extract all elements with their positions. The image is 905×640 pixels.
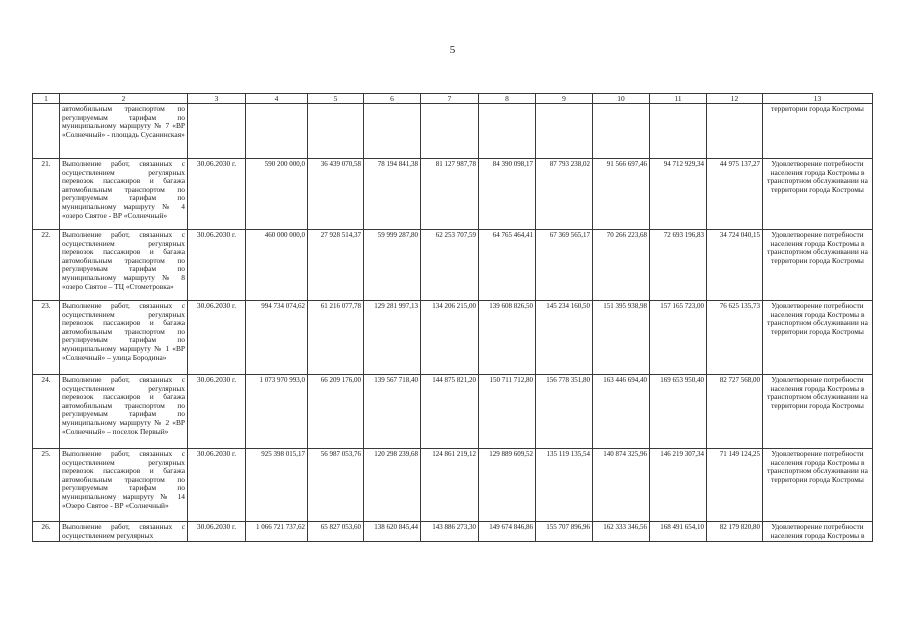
table-row bbox=[33, 375, 873, 449]
amount-cell: 139 608 826,50 bbox=[479, 301, 536, 375]
amount-cell: 94 712 929,34 bbox=[650, 159, 707, 230]
column-number-header: 10 bbox=[593, 94, 650, 104]
row-number-cell bbox=[33, 104, 60, 159]
row-number-cell: 22. bbox=[33, 230, 60, 301]
amount-cell: 70 266 223,68 bbox=[593, 230, 650, 301]
amount-cell: 84 390 098,17 bbox=[479, 159, 536, 230]
amount-cell: 120 298 239,68 bbox=[364, 449, 421, 522]
description-cell: Выполнение работ, связанных с осуществлением регулярных перевозок пассажиров и багажа автомобильным транспортом по регулируемым тарифам по муниципальному маршруту № 14 «Озеро Святое - ВР «Солнечный» bbox=[60, 449, 188, 522]
date-cell: 30.06.2030 г. bbox=[188, 301, 246, 375]
table-row bbox=[33, 230, 873, 301]
programs-table bbox=[32, 93, 873, 542]
amount-cell bbox=[479, 104, 536, 159]
amount-cell: 138 620 845,44 bbox=[364, 522, 421, 542]
purpose-cell: Удовлетворение потребности населения города Костромы в bbox=[763, 522, 873, 542]
purpose-cell: Удовлетворение потребности населения города Костромы в транспортном обслуживании на территории города Костромы bbox=[763, 375, 873, 449]
row-number-cell: 24. bbox=[33, 375, 60, 449]
amount-cell: 65 827 053,60 bbox=[308, 522, 364, 542]
amount-cell: 87 793 238,02 bbox=[536, 159, 593, 230]
description-cell: Выполнение работ, связанных с осуществлением регулярных перевозок пассажиров и багажа автомобильным транспортом по регулируемым тарифам по муниципальному маршруту № 2 «ВР «Солнечный» – поселок Первый» bbox=[60, 375, 188, 449]
amount-cell: 151 395 938,98 bbox=[593, 301, 650, 375]
description-cell: Выполнение работ, связанных с осуществлением регулярных перевозок пассажиров и багажа автомобильным транспортом по регулируемым тарифам по муниципальному маршруту № 4 «озеро Святое - ВР «Солнечный» bbox=[60, 159, 188, 230]
amount-cell: 994 734 074,62 bbox=[246, 301, 308, 375]
column-number-header: 9 bbox=[536, 94, 593, 104]
amount-cell: 76 625 135,73 bbox=[707, 301, 763, 375]
column-number-header: 1 bbox=[33, 94, 60, 104]
description-cell: Выполнение работ, связанных с осуществлением регулярных bbox=[60, 522, 188, 542]
amount-cell bbox=[421, 104, 479, 159]
amount-cell: 71 149 124,25 bbox=[707, 449, 763, 522]
amount-cell: 59 999 287,80 bbox=[364, 230, 421, 301]
amount-cell: 135 119 135,54 bbox=[536, 449, 593, 522]
amount-cell: 169 653 950,40 bbox=[650, 375, 707, 449]
amount-cell: 82 179 820,80 bbox=[707, 522, 763, 542]
date-cell: 30.06.2030 г. bbox=[188, 230, 246, 301]
amount-cell: 1 073 970 993,0 bbox=[246, 375, 308, 449]
amount-cell bbox=[364, 104, 421, 159]
amount-cell: 925 398 015,17 bbox=[246, 449, 308, 522]
amount-cell: 460 000 000,0 bbox=[246, 230, 308, 301]
amount-cell: 61 216 077,78 bbox=[308, 301, 364, 375]
header-row bbox=[33, 94, 873, 104]
date-cell: 30.06.2030 г. bbox=[188, 159, 246, 230]
column-number-header: 11 bbox=[650, 94, 707, 104]
amount-cell bbox=[650, 104, 707, 159]
amount-cell: 129 281 997,13 bbox=[364, 301, 421, 375]
amount-cell: 168 491 654,10 bbox=[650, 522, 707, 542]
amount-cell: 36 439 070,58 bbox=[308, 159, 364, 230]
column-number-header: 4 bbox=[246, 94, 308, 104]
column-number-header: 6 bbox=[364, 94, 421, 104]
column-number-header: 7 bbox=[421, 94, 479, 104]
date-cell bbox=[188, 104, 246, 159]
row-number-cell: 26. bbox=[33, 522, 60, 542]
amount-cell: 72 693 196,83 bbox=[650, 230, 707, 301]
purpose-cell: Удовлетворение потребности населения города Костромы в транспортном обслуживании на территории города Костромы bbox=[763, 449, 873, 522]
table-row bbox=[33, 159, 873, 230]
amount-cell bbox=[707, 104, 763, 159]
purpose-cell: Удовлетворение потребности населения города Костромы в транспортном обслуживании на территории города Костромы bbox=[763, 159, 873, 230]
amount-cell: 62 253 707,59 bbox=[421, 230, 479, 301]
row-number-cell: 21. bbox=[33, 159, 60, 230]
amount-cell bbox=[308, 104, 364, 159]
amount-cell: 156 778 351,80 bbox=[536, 375, 593, 449]
continuation-row bbox=[33, 104, 873, 159]
column-number-header: 13 bbox=[763, 94, 873, 104]
amount-cell: 144 875 821,20 bbox=[421, 375, 479, 449]
amount-cell: 78 194 841,38 bbox=[364, 159, 421, 230]
description-cell: Выполнение работ, связанных с осуществлением регулярных перевозок пассажиров и багажа автомобильным транспортом по регулируемым тарифам по муниципальному маршруту № 8 «озеро Святое – ТЦ «Стометровка» bbox=[60, 230, 188, 301]
table-row bbox=[33, 522, 873, 542]
amount-cell: 129 889 609,52 bbox=[479, 449, 536, 522]
page-number: 5 bbox=[449, 44, 456, 56]
amount-cell: 82 727 568,00 bbox=[707, 375, 763, 449]
amount-cell: 145 234 160,50 bbox=[536, 301, 593, 375]
purpose-cell: Удовлетворение потребности населения города Костромы в транспортном обслуживании на территории города Костромы bbox=[763, 301, 873, 375]
date-cell: 30.06.2030 г. bbox=[188, 375, 246, 449]
amount-cell: 157 165 723,00 bbox=[650, 301, 707, 375]
purpose-cell: территории города Костромы bbox=[763, 104, 873, 159]
amount-cell: 81 127 987,78 bbox=[421, 159, 479, 230]
amount-cell: 66 209 176,00 bbox=[308, 375, 364, 449]
amount-cell: 139 567 718,40 bbox=[364, 375, 421, 449]
amount-cell: 155 707 896,96 bbox=[536, 522, 593, 542]
amount-cell: 140 874 325,96 bbox=[593, 449, 650, 522]
amount-cell bbox=[536, 104, 593, 159]
amount-cell bbox=[593, 104, 650, 159]
amount-cell: 143 886 273,30 bbox=[421, 522, 479, 542]
amount-cell: 67 369 565,17 bbox=[536, 230, 593, 301]
amount-cell: 27 928 514,37 bbox=[308, 230, 364, 301]
column-number-header: 3 bbox=[188, 94, 246, 104]
amount-cell: 1 066 721 737,62 bbox=[246, 522, 308, 542]
table-row bbox=[33, 301, 873, 375]
amount-cell: 64 765 464,41 bbox=[479, 230, 536, 301]
amount-cell: 34 724 040,15 bbox=[707, 230, 763, 301]
amount-cell: 590 200 000,0 bbox=[246, 159, 308, 230]
row-number-cell: 23. bbox=[33, 301, 60, 375]
column-number-header: 12 bbox=[707, 94, 763, 104]
column-number-header: 2 bbox=[60, 94, 188, 104]
amount-cell: 56 987 053,76 bbox=[308, 449, 364, 522]
table-row bbox=[33, 449, 873, 522]
date-cell: 30.06.2030 г. bbox=[188, 449, 246, 522]
date-cell: 30.06.2030 г. bbox=[188, 522, 246, 542]
column-number-header: 8 bbox=[479, 94, 536, 104]
column-number-header: 5 bbox=[308, 94, 364, 104]
description-cell: Выполнение работ, связанных с осуществлением регулярных перевозок пассажиров и багажа автомобильным транспортом по регулируемым тарифам по муниципальному маршруту № 1 «ВР «Солнечный» – улица Бородина» bbox=[60, 301, 188, 375]
amount-cell: 124 861 219,12 bbox=[421, 449, 479, 522]
amount-cell: 163 446 694,40 bbox=[593, 375, 650, 449]
amount-cell: 149 674 846,86 bbox=[479, 522, 536, 542]
row-number-cell: 25. bbox=[33, 449, 60, 522]
description-cell: автомобильным транспортом по регулируемым тарифам по муниципальному маршруту № 7 «ВР «Солнечный» - площадь Сусанинская» bbox=[60, 104, 188, 159]
amount-cell: 150 711 712,80 bbox=[479, 375, 536, 449]
amount-cell: 91 566 697,46 bbox=[593, 159, 650, 230]
amount-cell: 162 333 346,56 bbox=[593, 522, 650, 542]
amount-cell bbox=[246, 104, 308, 159]
amount-cell: 134 206 215,00 bbox=[421, 301, 479, 375]
amount-cell: 44 975 137,27 bbox=[707, 159, 763, 230]
amount-cell: 146 219 307,34 bbox=[650, 449, 707, 522]
purpose-cell: Удовлетворение потребности населения города Костромы в транспортном обслуживании на территории города Костромы bbox=[763, 230, 873, 301]
